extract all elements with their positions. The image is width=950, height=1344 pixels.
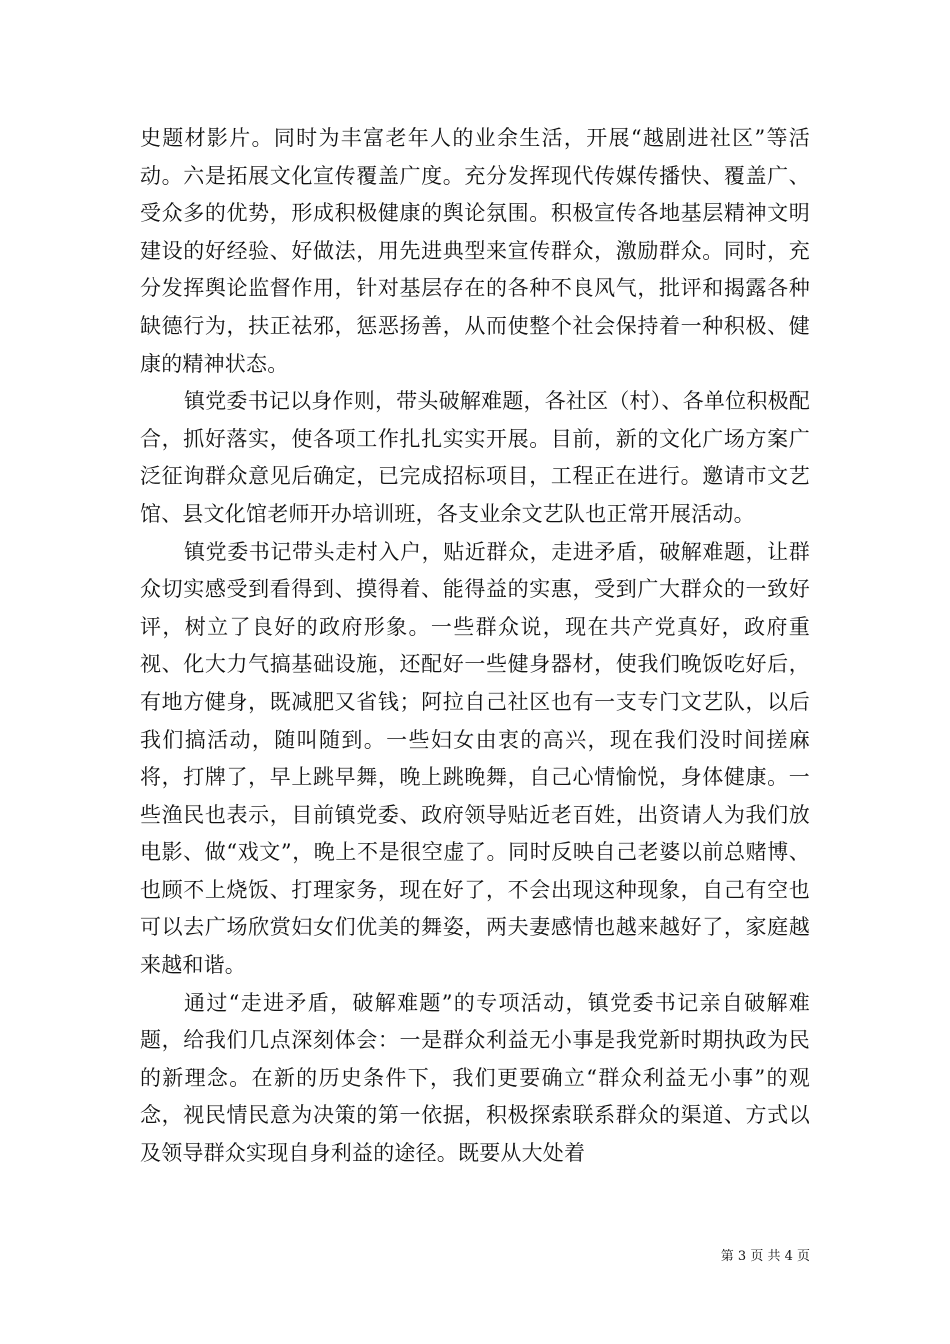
paragraph-public-feedback: 镇党委书记带头走村入户，贴近群众，走进矛盾，破解难题，让群众切实感受到看得到、摸得着、能得益的实惠，受到广大群众的一致好评，树立了良好的政府形象。一些群众说，现在共产党真好，政府重视、化大力气搞基础设施，还配好一些健身器材，使我们晚饭吃好后，有地方健身，既减肥又省钱；阿拉自己社区也有一支专门文艺队，以后我们搞活动，随叫随到。一些妇女由衷的高兴，现在我们没时间搓麻将，打牌了，早上跳早舞，晚上跳晚舞，自己心情愉悦，身体健康。一些渔民也表示，目前镇党委、政府领导贴近老百姓，出资请人为我们放电影、做“戏文”，晚上不是很空虚了。同时反映自己老婆以前总赌博、也顾不上烧饭、打理家务，现在好了，不会出现这种现象，自己有空也可以去广场欣赏妇女们优美的舞姿，两夫妻感情也越来越好了，家庭越来越和谐。 [140,539,810,978]
document-body [140,120,810,1173]
paragraph-continuation: 史题材影片。同时为丰富老年人的业余生活，开展“越剧进社区”等活动。六是拓展文化宣传覆盖广度。充分发挥现代传媒传播快、覆盖广、受众多的优势，形成积极健康的舆论氛围。积极宣传各地基层精神文明建设的好经验、好做法，用先进典型来宣传群众，激励群众。同时，充分发挥舆论监督作用，针对基层存在的各种不良风气，批评和揭露各种缺德行为，扶正祛邪，惩恶扬善，从而使整个社会保持着一种积极、健康的精神状态。 [140,126,810,376]
paragraph-party-leadership: 镇党委书记以身作则，带头破解难题，各社区（村）、各单位积极配合，抓好落实，使各项工作扎扎实实开展。目前，新的文化广场方案广泛征询群众意见后确定，已完成招标项目，工程正在进行。邀请市文艺馆、县文化馆老师开办培训班，各支业余文艺队也正常开展活动。 [140,389,810,526]
paragraph-insights: 通过“走进矛盾，破解难题”的专项活动，镇党委书记亲自破解难题，给我们几点深刻体会：一是群众利益无小事是我党新时期执政为民的新理念。在新的历史条件下，我们更要确立“群众利益无小事”的观念，视民情民意为决策的第一依据，积极探索联系群众的渠道、方式以及领导群众实现自身利益的途径。既要从大处着 [140,990,810,1166]
page-number-footer: 第 3 页 共 4 页 [720,1249,810,1264]
